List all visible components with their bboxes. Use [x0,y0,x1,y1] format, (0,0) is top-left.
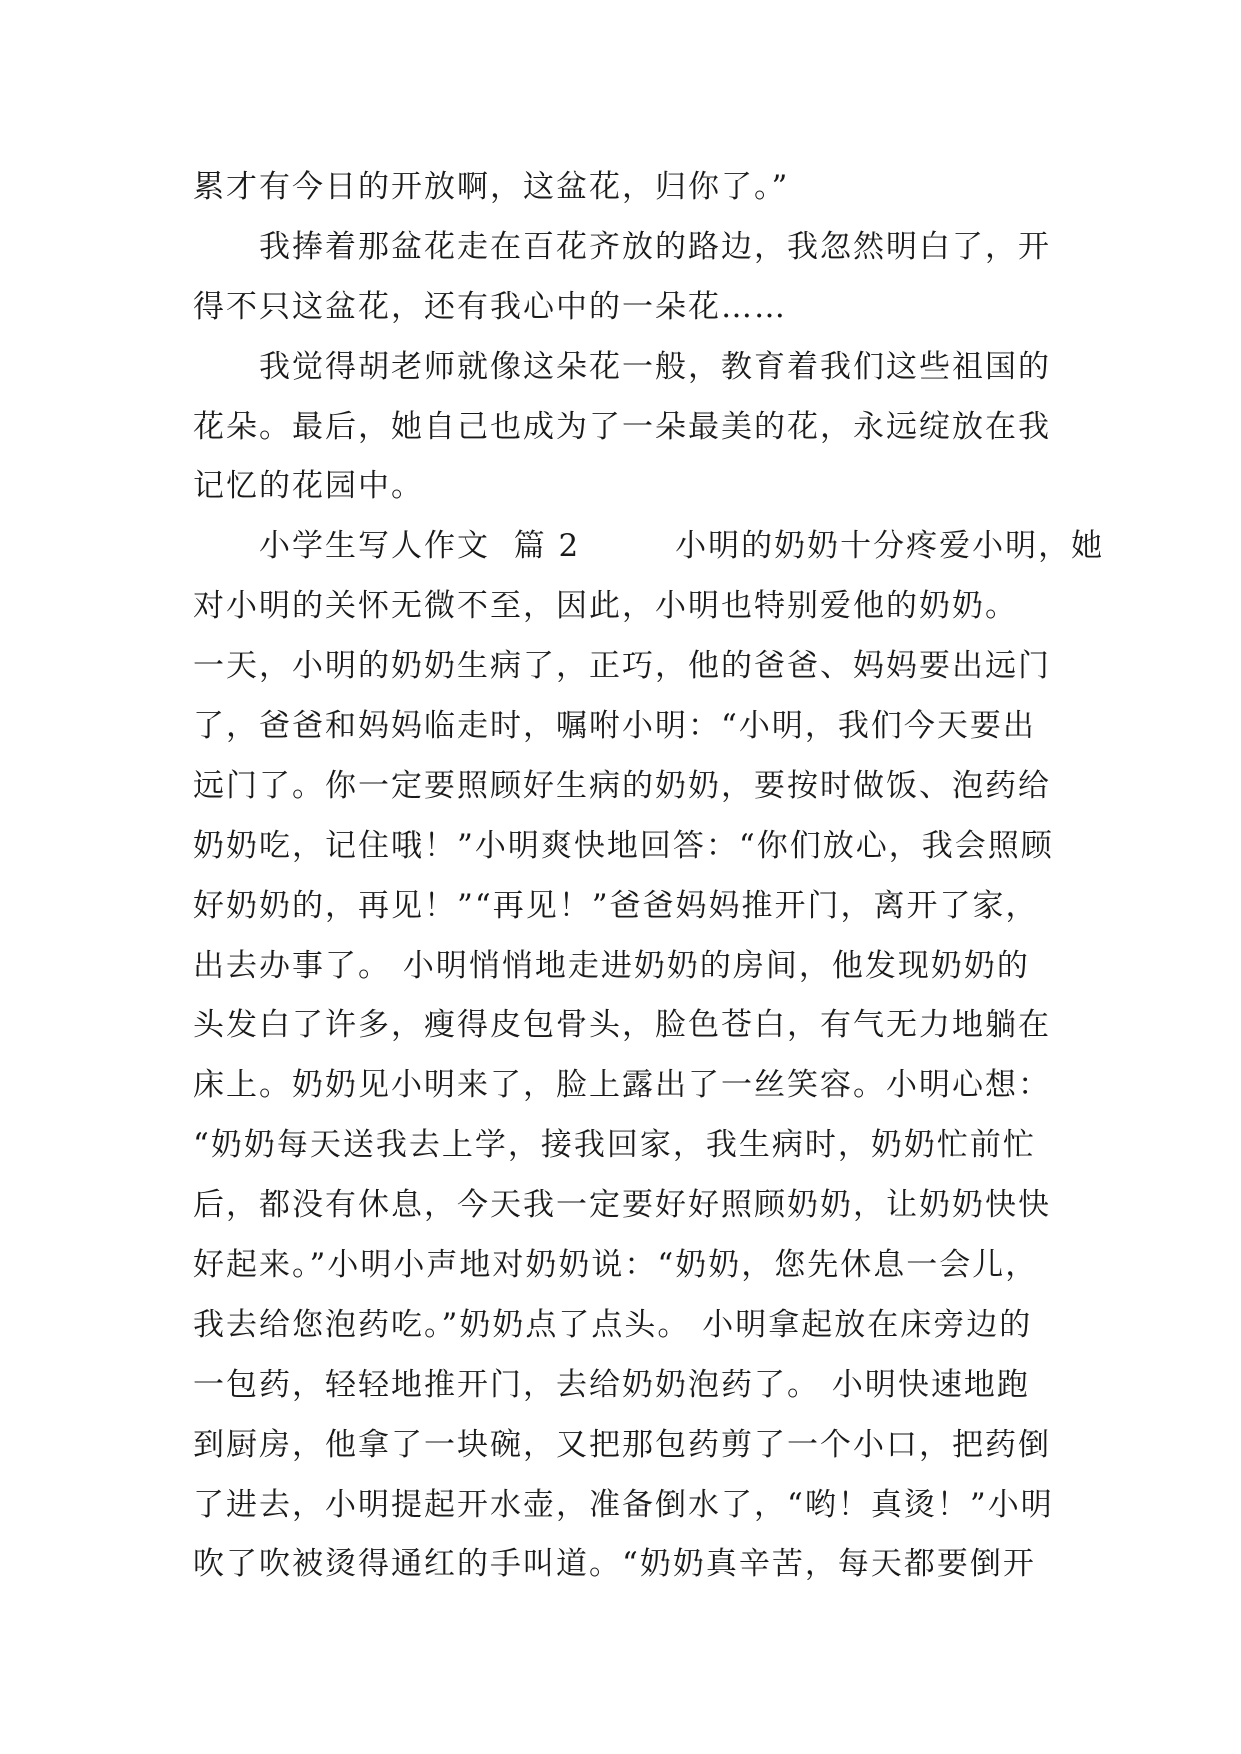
text-line: 床上。奶奶见小明来了，脸上露出了一丝笑容。小明心想： [193,1067,1051,1104]
text-line: 后，都没有休息，今天我一定要好好照顾奶奶，让奶奶快快 [193,1187,1051,1224]
essay-text [193,158,1105,1595]
text-line: 到厨房，他拿了一块碗，又把那包药剪了一个小口，把药倒 [193,1426,1051,1463]
text-line: 奶奶吃，记住哦！”小明爽快地回答：“你们放心，我会照顾 [193,827,1054,864]
text-line: 远门了。你一定要照顾好生病的奶奶，要按时做饭、泡药给 [193,767,1051,804]
text-line: 了，爸爸和妈妈临走时，嘱咐小明：“小明，我们今天要出 [193,708,1036,745]
text-line: 记忆的花园中。 [193,468,424,505]
text-line: 头发白了许多，瘦得皮包骨头，脸色苍白，有气无力地躺在 [193,1007,1051,1044]
text-line: 累才有今日的开放啊，这盆花，归你了。” [193,169,790,205]
text-line: 一天，小明的奶奶生病了，正巧，他的爸爸、妈妈要出远门 [193,648,1051,685]
section-heading-line: 小学生写人作文 篇 2 小明的奶奶十分疼爱小明，她 [259,528,1105,565]
paragraph-first-line: 我捧着那盆花走在百花齐放的路边，我忽然明白了，开 [259,228,1051,265]
text-line: 一包药，轻轻地推开门，去给奶奶泡药了。 小明快速地跑 [193,1366,1030,1403]
text-line: 花朵。最后，她自己也成为了一朵最美的花，永远绽放在我 [193,408,1051,445]
text-line: 了进去，小明提起开水壶，准备倒水了，“哟！真烫！”小明 [193,1486,1054,1523]
text-line: “奶奶每天送我去上学，接我回家，我生病时，奶奶忙前忙 [193,1127,1036,1164]
text-line: 得不只这盆花，还有我心中的一朵花…… [193,288,787,325]
paragraph-first-line: 我觉得胡老师就像这朵花一般，教育着我们这些祖国的 [259,348,1051,385]
text-line: 好起来。”小明小声地对奶奶说：“奶奶，您先休息一会儿， [193,1247,1039,1284]
text-line: 出去办事了。 小明悄悄地走进奶奶的房间，他发现奶奶的 [193,947,1030,984]
text-line: 好奶奶的，再见！”“再见！”爸爸妈妈推开门，离开了家， [193,887,1039,924]
text-line: 吹了吹被烫得通红的手叫道。“奶奶真辛苦，每天都要倒开 [193,1546,1036,1583]
text-line: 我去给您泡药吃。”奶奶点了点头。 小明拿起放在床旁边的 [193,1306,1033,1343]
text-line: 对小明的关怀无微不至，因此，小明也特别爱他的奶奶。 [193,588,1018,625]
